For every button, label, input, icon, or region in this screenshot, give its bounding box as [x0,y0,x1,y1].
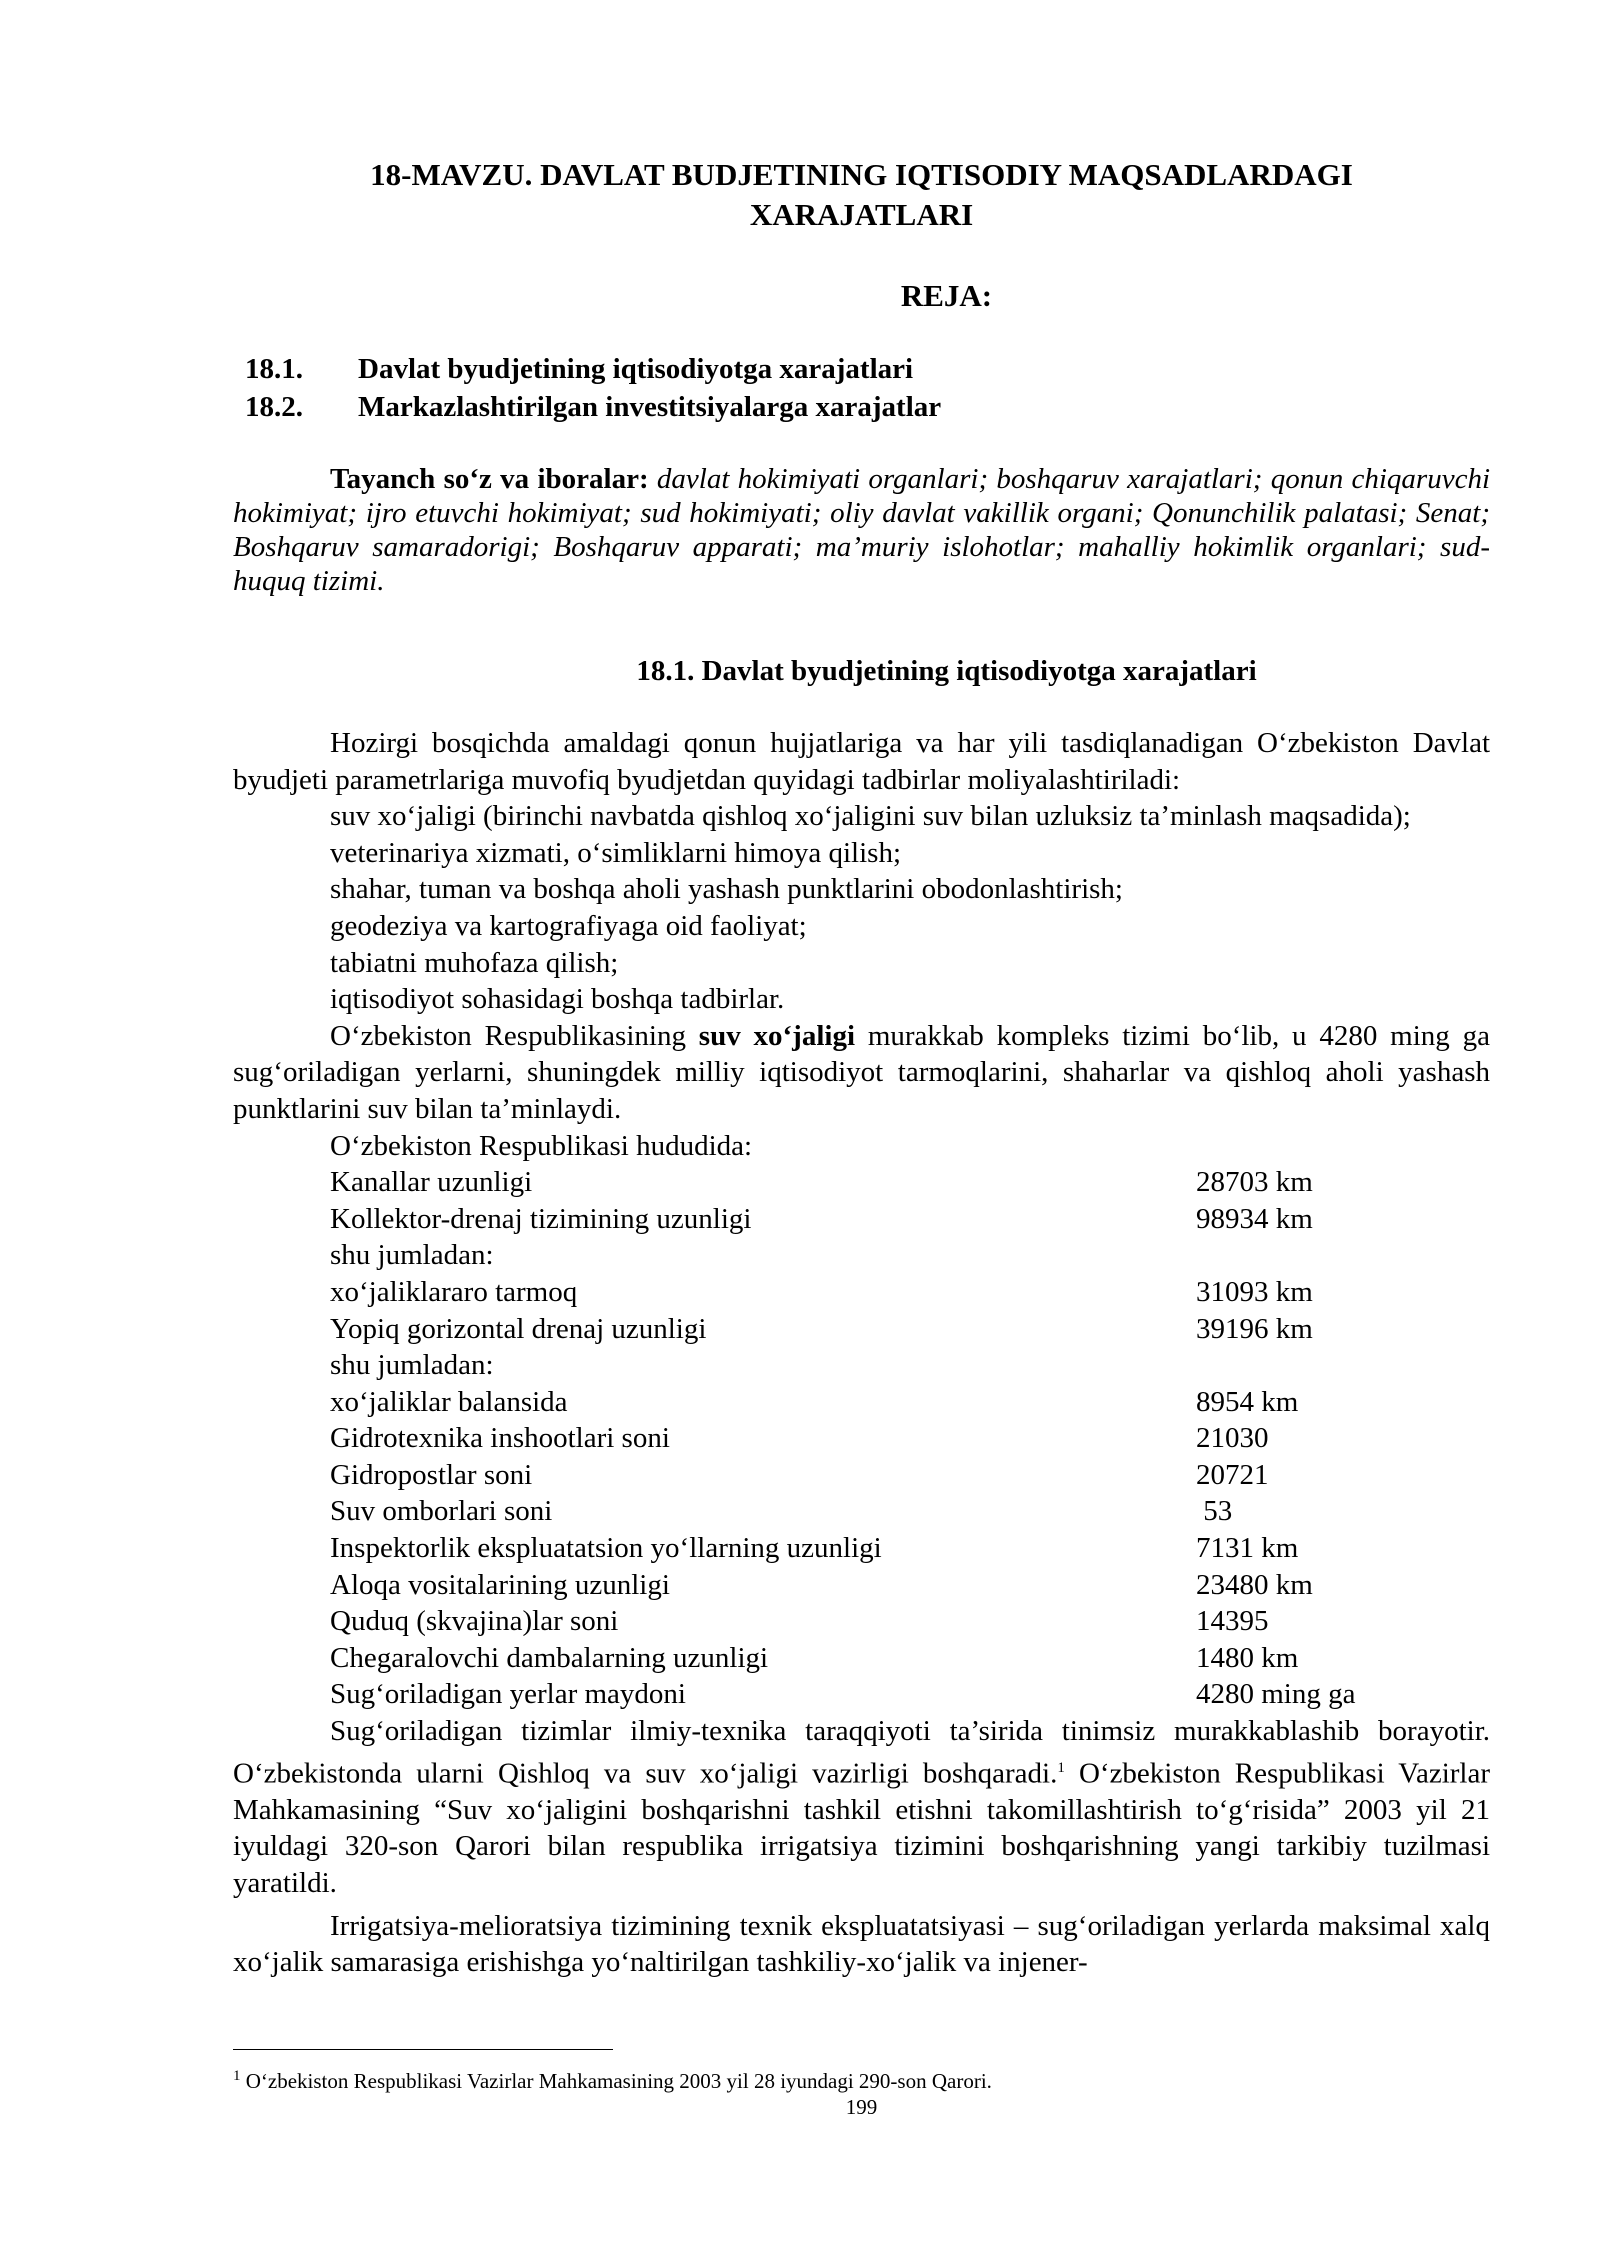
stat-label: Gidrotexnika inshootlari soni [330,1422,670,1455]
stat-value: 21030 [1196,1422,1269,1455]
keywords-paragraph [233,462,1490,598]
stat-row [233,1347,1490,1384]
title-line-1: 18-MAVZU. DAVLAT BUDJETINING IQTISODIY MAQSADLARDAGI [370,157,1353,192]
stat-value: 23480 km [1196,1568,1313,1601]
footnote-separator [233,2049,613,2050]
water-text-pre: O‘zbekiston Respublikasining [330,1019,686,1052]
stat-value: 8954 km [1196,1385,1299,1418]
footnote-reference[interactable]: 1 [1057,1759,1065,1776]
stat-row [233,1493,1490,1530]
stat-label: Sug‘oriladigan yerlar maydoni [330,1678,686,1711]
measure-item: geodeziya va kartografiyaga oid faoliyat; [330,909,807,942]
plan-item [245,350,941,388]
stat-row [233,1567,1490,1604]
stat-label: Inspektorlik ekspluatatsion yo‘llarning uzunligi [330,1532,882,1565]
stat-row [233,1274,1490,1311]
page-number: 199 [845,2095,878,2119]
footnote-mark: 1 [233,2068,241,2084]
stats-list [233,1164,1490,1713]
measure-item: veterinariya xizmati, o‘simliklarni himoya qilish; [330,836,902,869]
stat-row [233,1201,1490,1238]
stat-row [233,1311,1490,1348]
water-paragraph [233,1018,1490,1128]
plan-heading: REJA: [900,278,993,313]
stat-row [233,1237,1490,1274]
stat-label: Suv omborlari soni [330,1495,553,1528]
plan-item [245,388,941,426]
stat-label: Chegaralovchi dambalarning uzunligi [330,1641,769,1674]
measure-item: iqtisodiyot sohasidagi boshqa tadbirlar. [330,983,785,1016]
systems-text-2: O‘zbekiston Respublikasi Vazirlar Mahkamasining “Suv xo‘jaligini boshqarishni tashkil etishni takomillashtirish to‘g‘risida” 2003 yil 21 iyuldagi 320-son Qarori bilan respublika irrigatsiya tizimini boshqarishning yangi tarkibiy tuzilmasi yaratildi. [233,1757,1490,1900]
stat-label: Kollektor-drenaj tizimining uzunligi [330,1202,752,1235]
footnote-text: O‘zbekiston Respublikasi Vazirlar Mahkamasining 2003 yil 28 iyundagi 290-son Qarori. [240,2069,992,2093]
systems-text-1: Sug‘oriladigan tizimlar ilmiy-texnika taraqqiyoti ta’sirida tinimsiz murakkablashib borayotir. O‘zbekistonda ularni Qishloq va suv xo‘jaligi vazirligi boshqaradi. [233,1715,1490,1790]
stat-label: xo‘jaliklararo tarmoq [330,1275,578,1308]
keywords-label: Tayanch so‘z va iboralar: [330,463,649,495]
stat-label: shu jumladan: [330,1239,494,1272]
plan-item-text: Markazlashtirilgan investitsiyalarga xarajatlar [358,391,942,423]
water-text-post: murakkab kompleks tizimi bo‘lib, u 4280 ming ga sug‘oriladigan yerlarni, shuningdek milliy iqtisodiyot tarmoqlarini, shaharlar va qishloq aholi yashash punktlarini suv bilan ta’minlaydi. [233,1019,1490,1125]
intro-paragraph: Hozirgi bosqichda amaldagi qonun hujjatlariga va har yili tasdiqlanadigan O‘zbekiston Davlat byudjeti parametrlariga muvofiq byudjetdan quyidagi tadbirlar moliyalashtiriladi: [233,727,1490,796]
stat-label: xo‘jaliklar balansida [330,1385,568,1418]
stat-row [233,1384,1490,1421]
section-heading: 18.1. Davlat byudjetining iqtisodiyotga xarajatlari [636,655,1257,687]
stat-row [233,1164,1490,1201]
measure-item: tabiatni muhofaza qilish; [330,946,619,979]
stat-value: 20721 [1196,1458,1269,1491]
stat-value: 98934 km [1196,1202,1313,1235]
stat-row [233,1420,1490,1457]
stat-label: Yopiq gorizontal drenaj uzunligi [330,1312,707,1345]
stat-label: Kanallar uzunligi [330,1166,533,1199]
stat-value: 53 [1196,1495,1233,1528]
stat-row [233,1530,1490,1567]
plan-list [245,350,941,426]
body-text [233,725,1490,1981]
stat-value: 14395 [1196,1605,1269,1638]
stat-label: Aloqa vositalarining uzunligi [330,1568,670,1601]
stat-value: 39196 km [1196,1312,1313,1345]
plan-item-text: Davlat byudjetining iqtisodiyotga xarajatlari [358,353,914,385]
stat-value: 31093 km [1196,1275,1313,1308]
stat-row [233,1676,1490,1713]
stat-row [233,1640,1490,1677]
irrigation-paragraph: Irrigatsiya-melioratsiya tizimining texnik ekspluatatsiyasi – sug‘oriladigan yerlarda maksimal xalq xo‘jalik samarasiga erishishga yo‘naltirilgan tashkiliy-xo‘jalik va injener- [233,1909,1490,1979]
plan-item-number: 18.1. [245,353,303,385]
water-text-bold: suv xo‘jaligi [698,1019,856,1052]
stat-value: 1480 km [1196,1641,1299,1674]
plan-item-number: 18.2. [245,391,303,423]
stat-value: 28703 km [1196,1166,1313,1199]
stat-label: Quduq (skvajina)lar soni [330,1605,619,1638]
territory-label: O‘zbekiston Respublikasi hududida: [330,1129,753,1162]
measure-item: shahar, tuman va boshqa aholi yashash punktlarini obodonlashtirish; [330,873,1123,906]
title-line-2: XARAJATLARI [749,197,974,232]
keywords-text: davlat hokimiyati organlari; boshqaruv xarajatlari; qonun chiqaruvchi hokimiyat; ijro etuvchi hokimiyat; sud hokimiyati; oliy davlat vakillik organi; Qonunchilik palatasi; Senat; Boshqaruv samaradorigi; Boshqaruv apparati; ma’muriy islohotlar; mahalliy hokimlik organlari; sud-huquq tizimi. [233,463,1491,597]
stat-value: 7131 km [1196,1532,1299,1565]
stat-row [233,1457,1490,1494]
stat-value: 4280 ming ga [1196,1678,1356,1711]
stat-label: Gidropostlar soni [330,1458,533,1491]
stat-label: shu jumladan: [330,1349,494,1382]
document-page [233,0,1490,2262]
page-title [233,155,1490,235]
measure-item: suv xo‘jaligi (birinchi navbatda qishloq xo‘jaligini suv bilan uzluksiz ta’minlash maqsadida); [330,800,1411,833]
footnote [233,2061,992,2096]
systems-paragraph [233,1713,1490,1902]
stat-row [233,1603,1490,1640]
